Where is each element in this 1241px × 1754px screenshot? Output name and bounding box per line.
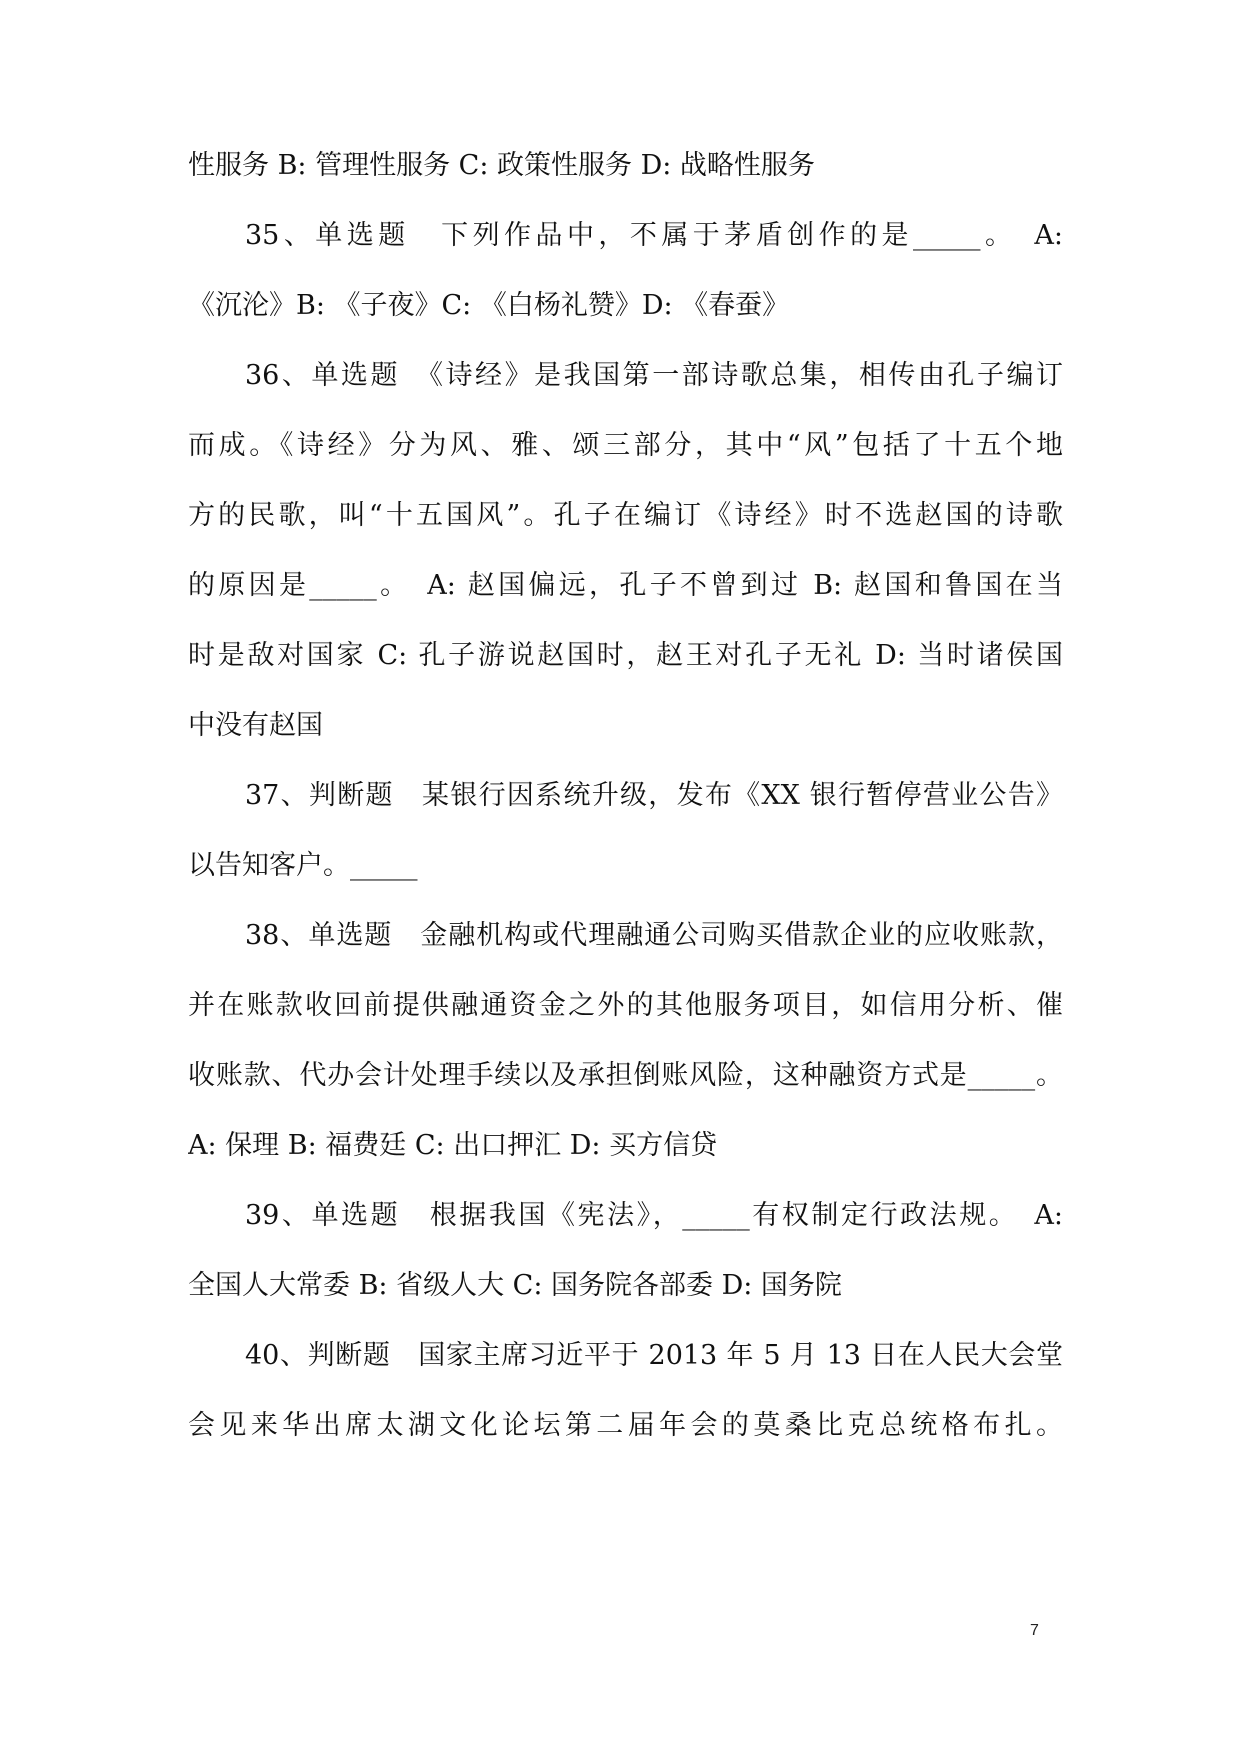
question-37-line: 37、判断题 某银行因系统升级，发布《XX 银行暂停营业公告》 <box>245 780 1063 811</box>
text-line: 方的民歌，叫“十五国风”。孔子在编订《诗经》时不选赵国的诗歌 <box>188 500 1063 531</box>
text-line: 并在账款收回前提供融通资金之外的其他服务项目，如信用分析、催 <box>188 990 1063 1021</box>
question-39-line: 39、单选题 根据我国《宪法》，_____有权制定行政法规。 A: <box>245 1200 1063 1231</box>
text-line: 而成。《诗经》分为风、雅、颂三部分，其中“风”包括了十五个地 <box>188 430 1063 461</box>
text-line: 《沉沦》B: 《子夜》C: 《白杨礼赞》D: 《春蚕》 <box>188 290 790 321</box>
text-line: 中没有赵国 <box>188 710 323 741</box>
question-38-line: 38、单选题 金融机构或代理融通公司购买借款企业的应收账款， <box>245 920 1063 951</box>
question-40-line: 40、判断题 国家主席习近平于 2013 年 5 月 13 日在人民大会堂 <box>245 1340 1063 1371</box>
text-line: 全国人大常委 B: 省级人大 C: 国务院各部委 D: 国务院 <box>188 1270 842 1301</box>
text-line: 会见来华出席太湖文化论坛第二届年会的莫桑比克总统格布扎。 <box>188 1410 1063 1441</box>
text-line: 时是敌对国家 C: 孔子游说赵国时，赵王对孔子无礼 D: 当时诸侯国 <box>188 640 1063 671</box>
page-number: 7 <box>1030 1622 1039 1639</box>
text-line: 的原因是_____。 A: 赵国偏远，孔子不曾到过 B: 赵国和鲁国在当 <box>188 570 1063 601</box>
text-line: A: 保理 B: 福费廷 C: 出口押汇 D: 买方信贷 <box>188 1130 718 1161</box>
text-line: 以告知客户。_____ <box>188 850 418 881</box>
question-35-line: 35、单选题 下列作品中，不属于茅盾创作的是_____。 A: <box>245 220 1063 251</box>
question-36-line: 36、单选题 《诗经》是我国第一部诗歌总集，相传由孔子编订 <box>245 360 1063 391</box>
text-line: 性服务 B: 管理性服务 C: 政策性服务 D: 战略性服务 <box>188 150 815 181</box>
text-line: 收账款、代办会计处理手续以及承担倒账风险，这种融资方式是_____。 <box>188 1060 1063 1091</box>
